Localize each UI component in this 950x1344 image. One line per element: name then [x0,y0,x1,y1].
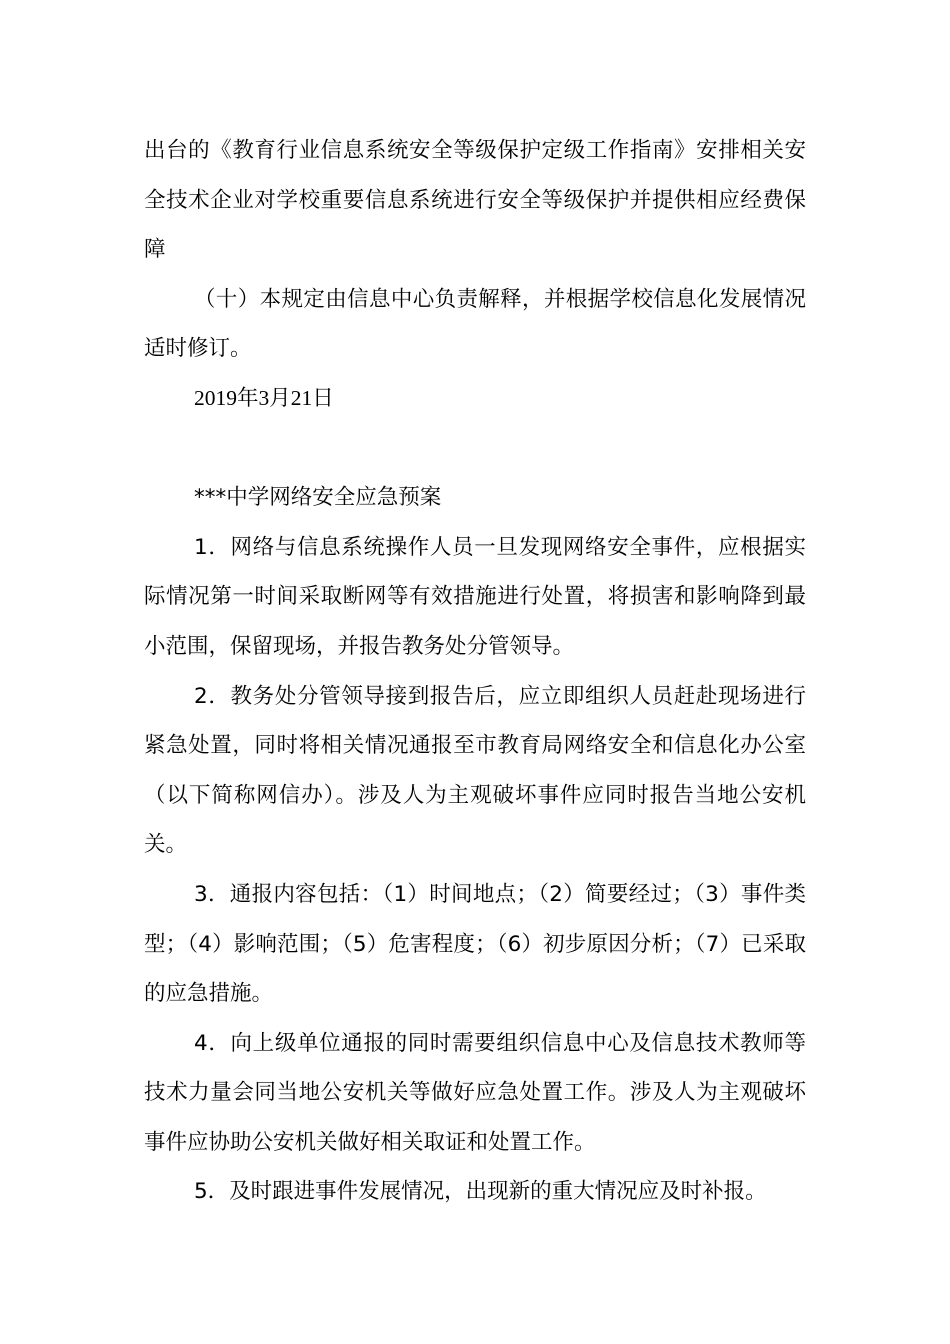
list-item-3: 3．通报内容包括：（1）时间地点；（2）简要经过；（3）事件类型；（4）影响范围；（5）危害程度；（6）初步原因分析；（7）已采取的应急措施。 [144,881,806,1007]
paragraph-clause-ten: （十）本规定由信息中心负责解释，并根据学校信息化发展情况适时修订。 [144,286,806,362]
blank-line [144,424,806,474]
document-date: 2019年3月21日 [194,385,334,410]
section-title: ***中学网络安全应急预案 [194,485,442,511]
document-body [144,126,806,1217]
list-item-5: 5．及时跟进事件发展情况，出现新的重大情况应及时补报。 [194,1179,767,1205]
list-item-4: 4．向上级单位通报的同时需要组织信息中心及信息技术教师等技术力量会同当地公安机关等做好应急处置工作。涉及人为主观破坏事件应协助公安机关做好相关取证和处置工作。 [144,1030,806,1155]
paragraph-continued: 出台的《教育行业信息系统安全等级保护定级工作指南》安排相关安全技术企业对学校重要信息系统进行安全等级保护并提供相应经费保障 [144,138,806,263]
list-item-1: 1．网络与信息系统操作人员一旦发现网络安全事件，应根据实际情况第一时间采取断网等有效措施进行处置，将损害和影响降到最小范围，保留现场，并报告教务处分管领导。 [144,534,806,659]
list-item-2: 2．教务处分管领导接到报告后，应立即组织人员赶赴现场进行紧急处置，同时将相关情况通报至市教育局网络安全和信息化办公室（以下简称网信办）。涉及人为主观破坏事件应同时报告当地公安机关。 [144,683,806,858]
